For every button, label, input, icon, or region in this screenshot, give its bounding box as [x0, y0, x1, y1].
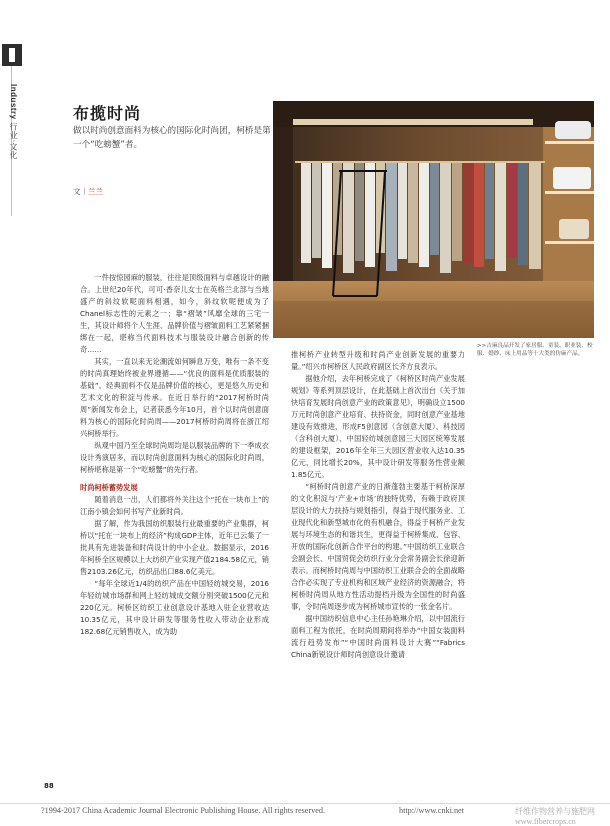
paragraph: 据了解，作为我国纺织服装行业最重要的产业集群，柯桥以“托在一块布上的经济”构成GDP主体，近年已云集了一批具有先进装备和时尚设计的中小企业。数据显示，2016年柯桥全区规模以上大纺织产业实现产值2184.58亿元，销售2103.26亿元，纺织品出口88.6亿美元。	[80, 519, 269, 576]
paragraph: 推柯桥产业转型升级和时尚产业创新发展的重要力量。”绍兴市柯桥区人民政府副区长齐方良表示。	[291, 350, 465, 371]
footer-divider	[0, 803, 610, 804]
footer-copyright: ?1994-2017 China Academic Journal Electronic Publishing House. All rights reserved.	[41, 806, 326, 815]
paragraph: “每年全球近1/4的纺织产品在中国轻纺城交易，2016年轻纺城市场群和网上轻纺城成交额分别突破1500亿元和220亿元。柯桥区纺织工业创意设计基地入驻企业营收达10.35亿元，其中设计研发等服务性收入带动企业形成182.68亿元销售收入，成为助	[80, 579, 269, 636]
byline-prefix: 文｜	[73, 187, 88, 196]
footer-url-link[interactable]: http://www.cnki.net	[399, 806, 464, 815]
paragraph: 据中国纺织信息中心主任孙艳琳介绍，以中国流行面料工程为依托，在时尚周期间将举办“中国女装面料流行趋势发布”“中国时尚面料设计大赛”“Fabrics China新锐设计师时尚创意设计邀请	[291, 614, 465, 659]
paragraph: 纵观中国乃至全球时尚周均是以服装品牌的下一季成衣设计秀演居多，而以时尚创意面料为核心的国际化时尚周，柯桥堪称是第一个“吃螃蟹”的先行者。	[80, 441, 269, 474]
page-number: 88	[44, 782, 54, 790]
section-label-en: Industry	[9, 84, 18, 120]
paragraph: 随着消息一出，人们都将外关注这个“托在一块布上”的江南小镇会如何书写产业新时尚。	[80, 495, 269, 516]
paragraph: 据他介绍，去年柯桥完成了《柯桥区时尚产业发展规划》等系列顶层设计，在此基础上首次出台《关于加快培育发展时尚创意产业的政策意见》，明确设立1500万元时尚创意产业培育、扶持资金，同时创意产业基地建设有效推进，形成F5创意园（含创意大厦）、科技园（含科创大厦）、中国轻纺城创意园三大园区统筹发展的建设框架，2016年全年三大园区营业收入达10.35亿元，同比增长20%，其中设计研发等服务性营业额1.85亿元。	[291, 374, 465, 479]
section-tab-mark	[9, 48, 15, 62]
section-label-cn: 行业·文化	[9, 122, 18, 160]
article-title: 布揽时尚	[73, 104, 142, 123]
paragraph: 其实，一直以来无论潮流如何瞬息万变，唯有一条不变的时尚真理始终被业界遵循——“优良的面料是优质服装的基础”。经典面料不仅是品牌价值的核心，更是悠久历史和艺术文化的积淀与传承。在近日举行的“2017柯桥时尚周”新闻发布会上，记者获悉今年10月，首个以时尚创意面料为核心的国际化时尚周——2017柯桥时尚周将在浙江绍兴柯桥举行。	[80, 357, 269, 438]
showroom-photo	[273, 101, 594, 338]
body-column-left	[80, 272, 269, 638]
showroom-illustration	[273, 101, 594, 338]
article-subtitle: 做以时尚创意面料为核心的国际化时尚团，柯桥是第一个“吃螃蟹”者。	[73, 126, 271, 150]
section-heading: 时尚柯桥蓄势发展	[80, 483, 138, 492]
article-byline	[73, 186, 103, 197]
section-label	[4, 84, 18, 160]
body-column-right	[291, 349, 465, 661]
photo-caption: >>吉麻良品开发了家居服、童装、职业装、校服、婚纱、床上用品等十大类的仿麻产品。	[477, 343, 593, 357]
watermark: 纤维作物营养与施肥网 www.fibercrops.cn	[515, 807, 595, 826]
paragraph: 一件按惊园麻的服装，往往是顶级面料与卓越设计的融合。上世纪20年代，可可·香奈儿女士在英格兰北部与当地盛产的斜纹软呢面料相遇，如今，斜纹软呢便成为了Chanel标志性的元素之一；靠“褶皱”风靡全球的三宅一生，其设计师将个人生涯、品牌价值与褶皱面料工艺紧紧捆绑在一起，堪称当代面料技术与服装设计融合创新的传奇……	[80, 273, 269, 354]
author-name: 兰兰	[88, 187, 103, 196]
footer	[0, 806, 610, 826]
paragraph: “柯桥时尚创意产业的日渐蓬勃主要基于柯桥深厚的文化积淀与‘产业+市场’的独特优势，有赖于政府顶层设计的大力扶持与规划指引，得益于现代服务业、工业现代化和新型城市化的有机融合，得益于柯桥产业发展与环境生态的和谐共生，更得益于柯桥集成、包容、开放的国际化创新合作平台的构建。”中国纺织工业联合会副会长、中国贸促会纺织行业分会常务副会长徐迎新表示。而柯桥时尚周与中国纺织工业联合会的全面战略合作必实现了专业机构和区域产业经济的资源融合，将柯桥时尚周从地方性活动提档升级为全国性的时尚盛事，令时尚周逐步成为柯桥城市宣传的一张金名片。	[291, 482, 465, 611]
